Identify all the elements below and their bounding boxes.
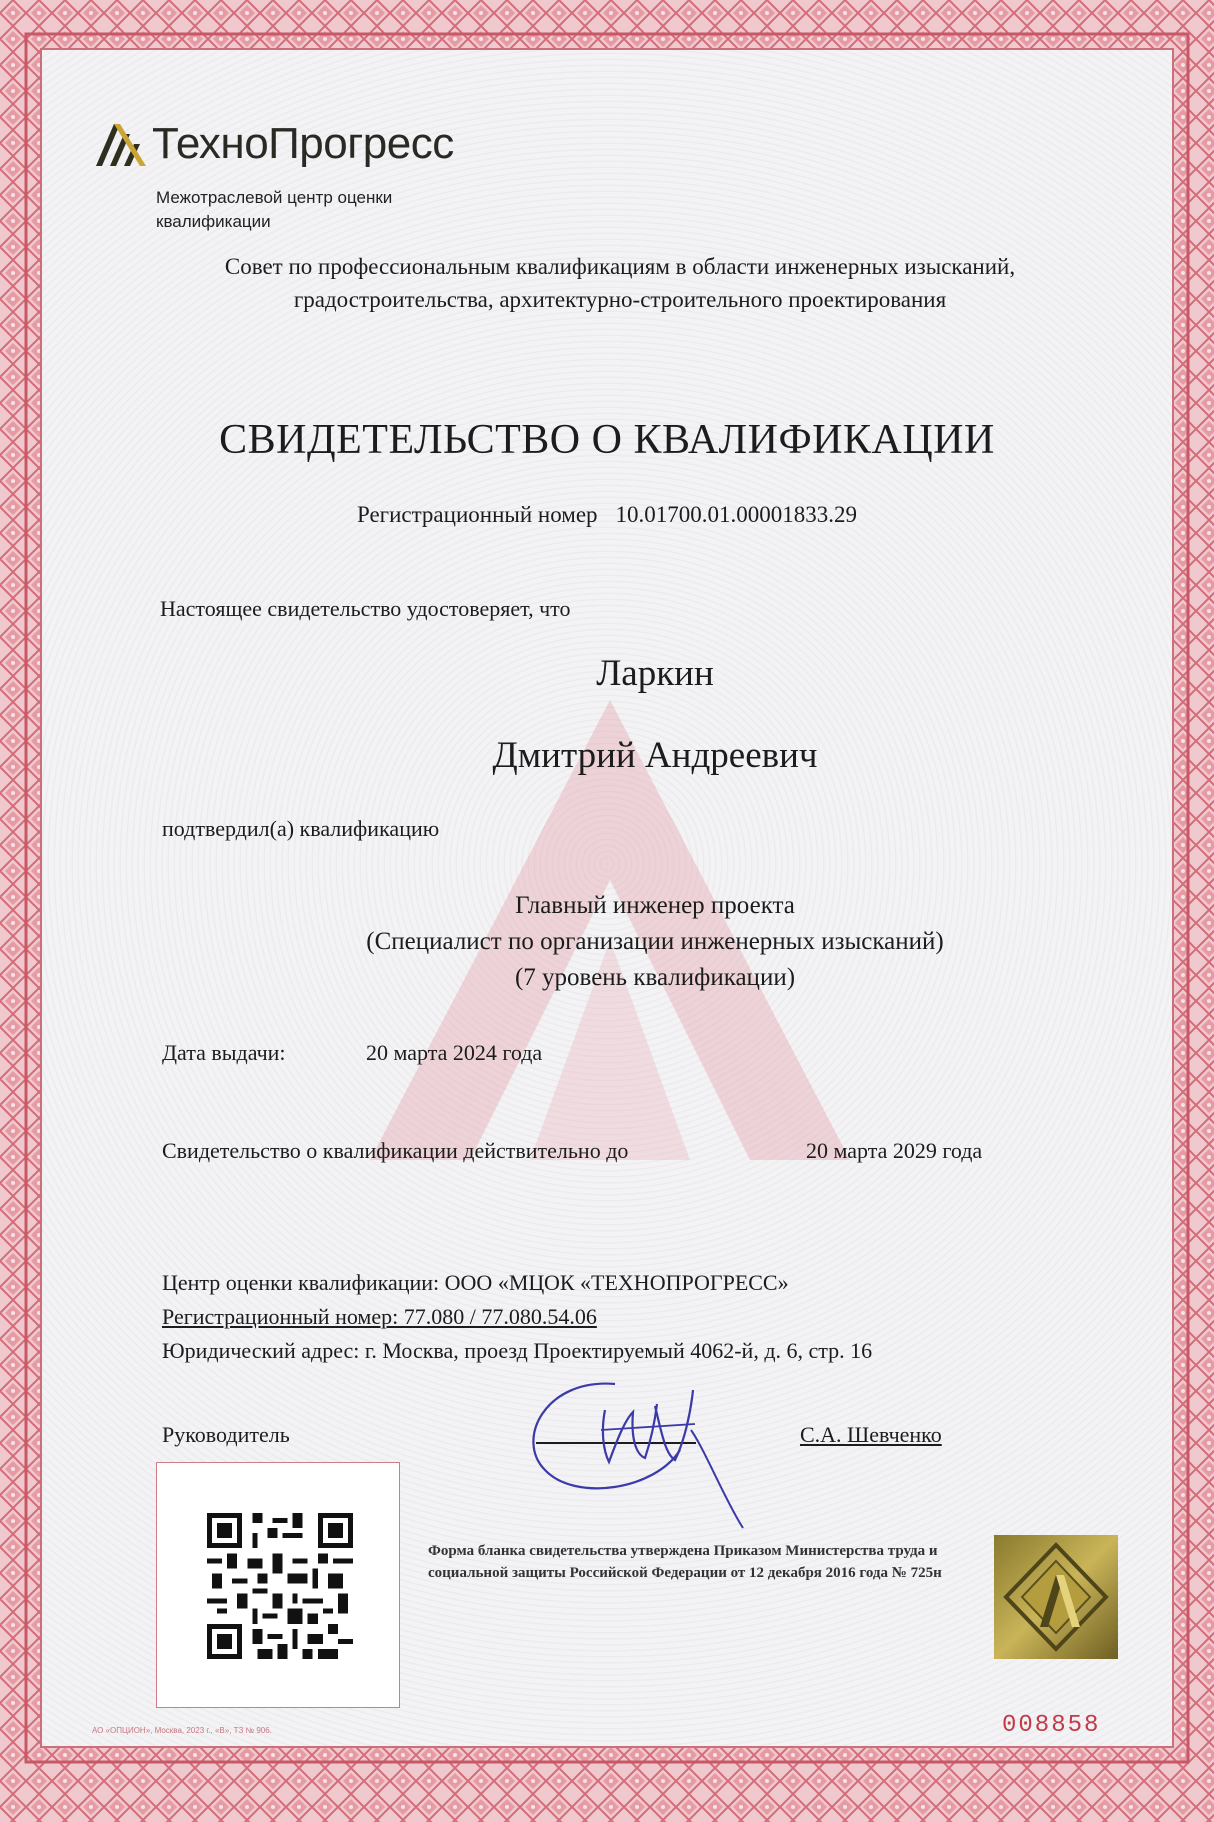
document-title: СВИДЕТЕЛЬСТВО О КВАЛИФИКАЦИИ — [219, 417, 995, 463]
center-name: Центр оценки квалификации: ООО «МЦОК «ТЕХНОПРОГРЕСС» — [162, 1270, 789, 1295]
council-line-2: градостроительства, архитектурно-строительного проектирования — [293, 287, 947, 312]
qualification-level: (7 уровень квалификации) — [514, 964, 796, 991]
qr-code-panel — [156, 1462, 400, 1708]
center-registration: Регистрационный номер: 77.080 / 77.080.54.06 — [162, 1304, 597, 1329]
qualification-block — [200, 888, 1110, 996]
signatory-name: С.А. Шевченко — [800, 1422, 942, 1447]
hologram-seal-icon — [994, 1535, 1118, 1659]
issue-date-value: 20 марта 2024 года — [366, 1040, 543, 1065]
handwritten-signature — [505, 1370, 775, 1540]
council-name — [120, 250, 1120, 316]
certifies-text: Настоящее свидетельство удостоверяет, что — [160, 596, 571, 621]
registration-line — [100, 502, 1114, 528]
qualification-specialty: (Специалист по организации инженерных изысканий) — [366, 928, 944, 955]
signatory-role: Руководитель — [162, 1422, 290, 1447]
confirmed-text: подтвердил(а) квалификацию — [162, 816, 440, 841]
valid-until-label: Свидетельство о квалификации действительно до — [162, 1138, 629, 1163]
valid-until-value: 20 марта 2029 года — [806, 1138, 983, 1163]
qualification-title: Главный инженер проекта — [515, 892, 795, 919]
holder-given-names: Дмитрий Андреевич — [492, 735, 818, 776]
form-approval-note: Форма бланка свидетельства утверждена Приказом Министерства труда и социальной защиты Российской Федерации от 12 декабря 2016 года № 725н — [428, 1543, 942, 1581]
holder-surname: Ларкин — [596, 653, 714, 694]
brand-logo — [88, 118, 454, 170]
qr-code-icon — [207, 1513, 353, 1659]
council-line-1: Совет по профессиональным квалификациям в области инженерных изысканий, — [224, 254, 1016, 279]
center-address: Юридический адрес: г. Москва, проезд Проектируемый 4062-й, д. 6, стр. 16 — [162, 1338, 873, 1363]
printer-imprint: АО «ОПЦИОН», Москва, 2023 г., «В», ТЗ № 906. — [92, 1726, 272, 1735]
serial-number: 008858 — [1002, 1712, 1101, 1739]
registration-label: Регистрационный номер — [356, 502, 598, 527]
technoprogress-logo-icon — [88, 118, 148, 170]
registration-number: 10.01700.01.00001833.29 — [615, 502, 858, 527]
brand-subtitle: Межотраслевой центр оценки квалификации — [156, 188, 393, 231]
issue-date-label: Дата выдачи: — [162, 1040, 286, 1065]
brand-name: ТехноПрогресс — [152, 119, 454, 168]
